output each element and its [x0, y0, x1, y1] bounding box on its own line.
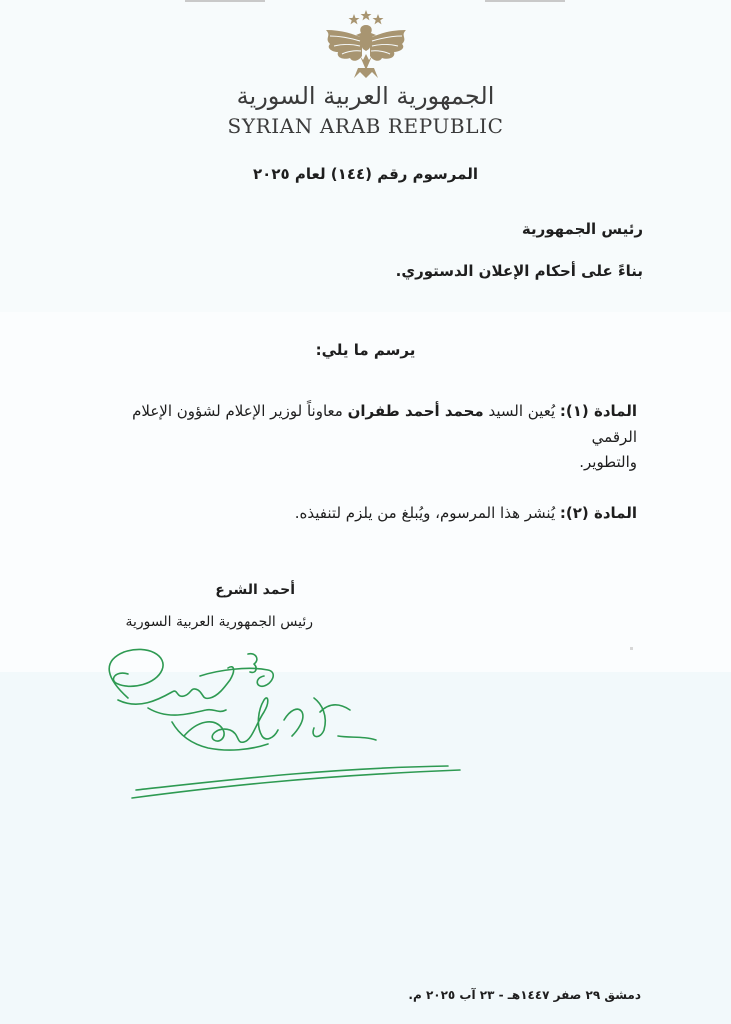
decree-number: المرسوم رقم (١٤٤) لعام ٢٠٢٥ — [253, 165, 478, 183]
issue-date: دمشق ٢٩ صفر ١٤٤٧هـ - ٢٣ آب ٢٠٢٥ م. — [408, 988, 641, 1002]
issuer-heading: رئيس الجمهورية — [521, 220, 643, 238]
scan-edge-marks — [185, 0, 565, 3]
article-2-label: المادة (٢): — [559, 504, 637, 522]
handwritten-signature — [88, 640, 468, 805]
scan-speck — [630, 647, 633, 650]
republic-name-english: SYRIAN ARAB REPUBLIC — [227, 114, 504, 138]
article-1-label: المادة (١): — [559, 402, 637, 420]
article-1-continuation: والتطوير. — [579, 453, 637, 471]
appointee-name: محمد أحمد طفران — [347, 402, 484, 420]
article-1-text-before: يُعين السيد — [483, 402, 560, 420]
golden-eagle-emblem-icon — [316, 8, 416, 80]
signatory-name: أحمد الشرع — [215, 582, 295, 598]
legal-basis: بناءً على أحكام الإعلان الدستوري. — [395, 262, 643, 280]
article-1 — [97, 398, 637, 450]
article-1-text-after: معاوناً لوزير الإعلام لشؤون الإعلام الرقمي — [132, 402, 637, 446]
republic-name-arabic: الجمهورية العربية السورية — [236, 82, 495, 110]
signatory-title: رئيس الجمهورية العربية السورية — [125, 614, 313, 630]
decrees-intro: يرسم ما يلي: — [315, 341, 416, 359]
article-2-text: يُنشر هذا المرسوم، ويُبلغ من يلزم لتنفيذه. — [294, 504, 560, 522]
article-2 — [295, 504, 637, 522]
